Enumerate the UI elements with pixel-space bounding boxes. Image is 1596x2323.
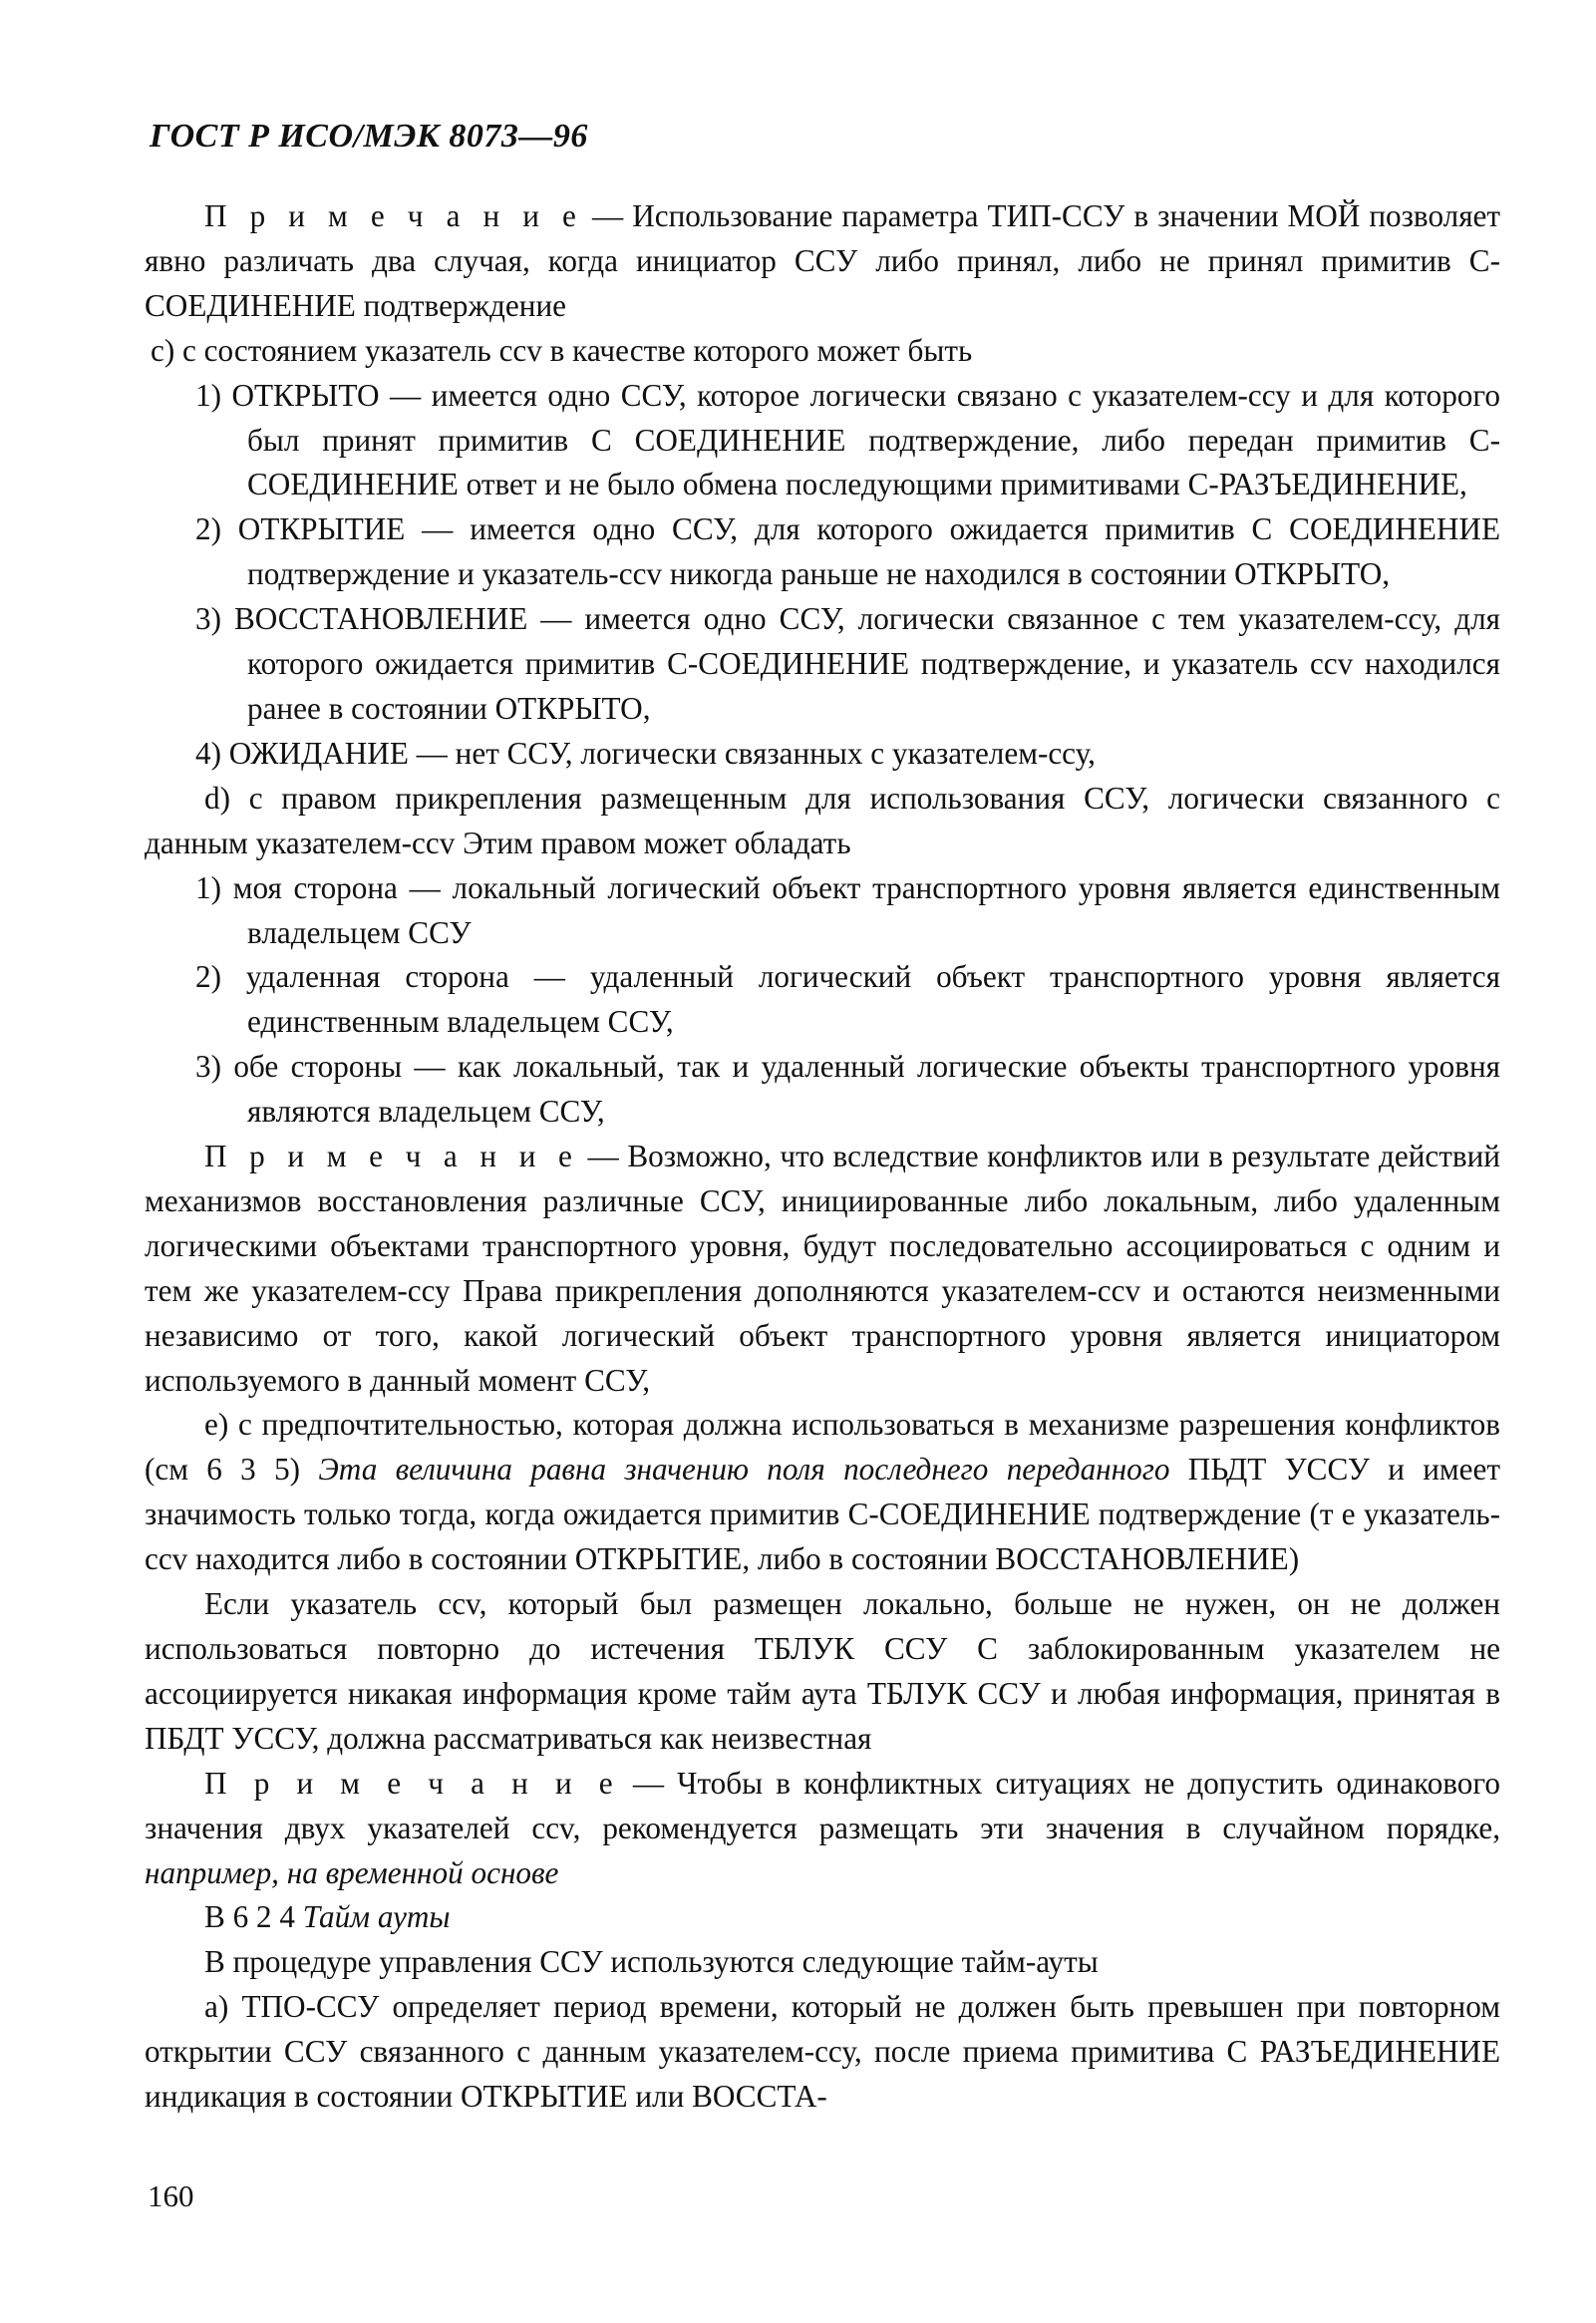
note-label: П р и м е ч а н и е [204, 1765, 620, 1801]
body-paragraph: Если указатель ссv, который был размещен локально, больше не нужен, он не должен использоваться повторно до истечения ТБЛУК ССУ С заблокированным указателем не ассоциируется никакая информация кроме тайм аута ТБЛУК ССУ и любая информация, принятая в ПБДТ УССУ, должна рассматриваться как неизвестная [145, 1586, 1500, 1756]
list-item-e-text: е) с предпочтительностью, которая должна использоваться в механизме разрешения конфликтов (см 6 3 5) [145, 1407, 1500, 1488]
section-heading [145, 1895, 1500, 1940]
list-item-d: d) с правом прикрепления размещенным для использования ССУ, логически связанного с данным указателем-ссv Этим правом может обладать [145, 780, 1500, 860]
note-text: — Чтобы в конфликтных ситуациях не допустить одинакового значения двух указателей ссv, рекомендуется размещать эти значения в случайном порядке, [145, 1765, 1501, 1845]
note-label: П р и м е ч а н и е [204, 1139, 579, 1174]
list-item-e-text-end: ПЬДТ УССУ и имеет значимость только тогда, когда ожидается примитив С-СОЕДИНЕНИЕ подтверждение (т е указатель-ссv находится либо в состоянии ОТКРЫТИЕ, либо в состоянии ВОССТАНОВЛЕНИЕ) [145, 1452, 1500, 1577]
page-number: 160 [148, 2178, 194, 2213]
list-item-e [145, 1403, 1500, 1582]
note-paragraph [145, 1135, 1500, 1403]
sublist-item-c3: 3) ВОССТАНОВЛЕНИЕ — имеется одно ССУ, логически связанное с тем указателем-ссу, для которого ожидается примитив С-СОЕДИНЕНИЕ подтверждение, и указатель ссv находился ранее в состоянии ОТКРЫТО, [195, 601, 1500, 726]
sublist-item-d1: 1) моя сторона — локальный логический объект транспортного уровня является единственным владельцем ССУ [195, 869, 1500, 950]
sublist-item-c4: 4) ОЖИДАНИЕ — нет ССУ, логически связанных с указателем-ссу, [195, 735, 1096, 771]
page-body [145, 194, 1500, 2120]
note-text: — Возможно, что вследствие конфликтов или в результате действий механизмов восстановления различные ССУ, инициированные либо локальным, либо удаленным логическими объектами транспортного уровня, будут последовательно ассоциироваться с одним и тем же указателем-ссу Права прикрепления дополняются указателем-ссv и остаются неизменными независимо от того, какой логический объект транспортного уровня является инициатором используемого в данный момент ССУ, [145, 1139, 1501, 1398]
sublist-item-d2: 2) удаленная сторона — удаленный логический объект транспортного уровня является единственным владельцем ССУ, [195, 959, 1500, 1040]
sublist-item-c1: 1) ОТКРЫТО — имеется одно ССУ, которое логически связано с указателем-ссу и для которого был принят примитив С СОЕДИНЕНИЕ подтверждение, либо передан примитив С-СОЕДИНЕНИЕ ответ и не было обмена последующими примитивами С-РАЗЪЕДИНЕНИЕ, [195, 377, 1500, 502]
list-item-a: а) ТПО-ССУ определяет период времени, который не должен быть превышен при повторном открытии ССУ связанного с данным указателем-ссу, после приема примитива С РАЗЪЕДИНЕНИЕ индикация в состоянии ОТКРЫТИЕ или ВОССТА- [145, 1989, 1500, 2115]
note-text-italic: например, на временной основе [145, 1854, 559, 1890]
sublist-item-d3: 3) обе стороны — как локальный, так и удаленный логические объекты транспортного уровня являются владельцем ССУ, [195, 1049, 1500, 1130]
note-paragraph [145, 194, 1500, 329]
section-number: В 6 2 4 [204, 1899, 303, 1935]
document-header: ГОСТ Р ИСО/МЭК 8073—96 [150, 118, 588, 155]
list-item-e-italic: Эта величина равна значению поля последнего переданного [318, 1452, 1170, 1488]
sublist-item-c2: 2) ОТКРЫТИЕ — имеется одно ССУ, для которого ожидается примитив С СОЕДИНЕНИЕ подтверждение и указатель-ссv никогда раньше не находился в состоянии ОТКРЫТО, [195, 511, 1500, 592]
section-title: Тайм ауты [302, 1899, 451, 1935]
list-item-c: с) с состоянием указатель ссv в качестве которого может быть [151, 332, 973, 368]
note-paragraph [145, 1762, 1500, 1896]
note-label: П р и м е ч а н и е [204, 198, 583, 233]
note-text: — Использование параметра ТИП-ССУ в значении МОЙ позволяет явно различать два случая, когда инициатор ССУ либо принял, либо не принял примитив С-СОЕДИНЕНИЕ подтверждение [145, 198, 1501, 323]
body-paragraph: В процедуре управления ССУ используются следующие тайм-ауты [204, 1944, 1099, 1980]
